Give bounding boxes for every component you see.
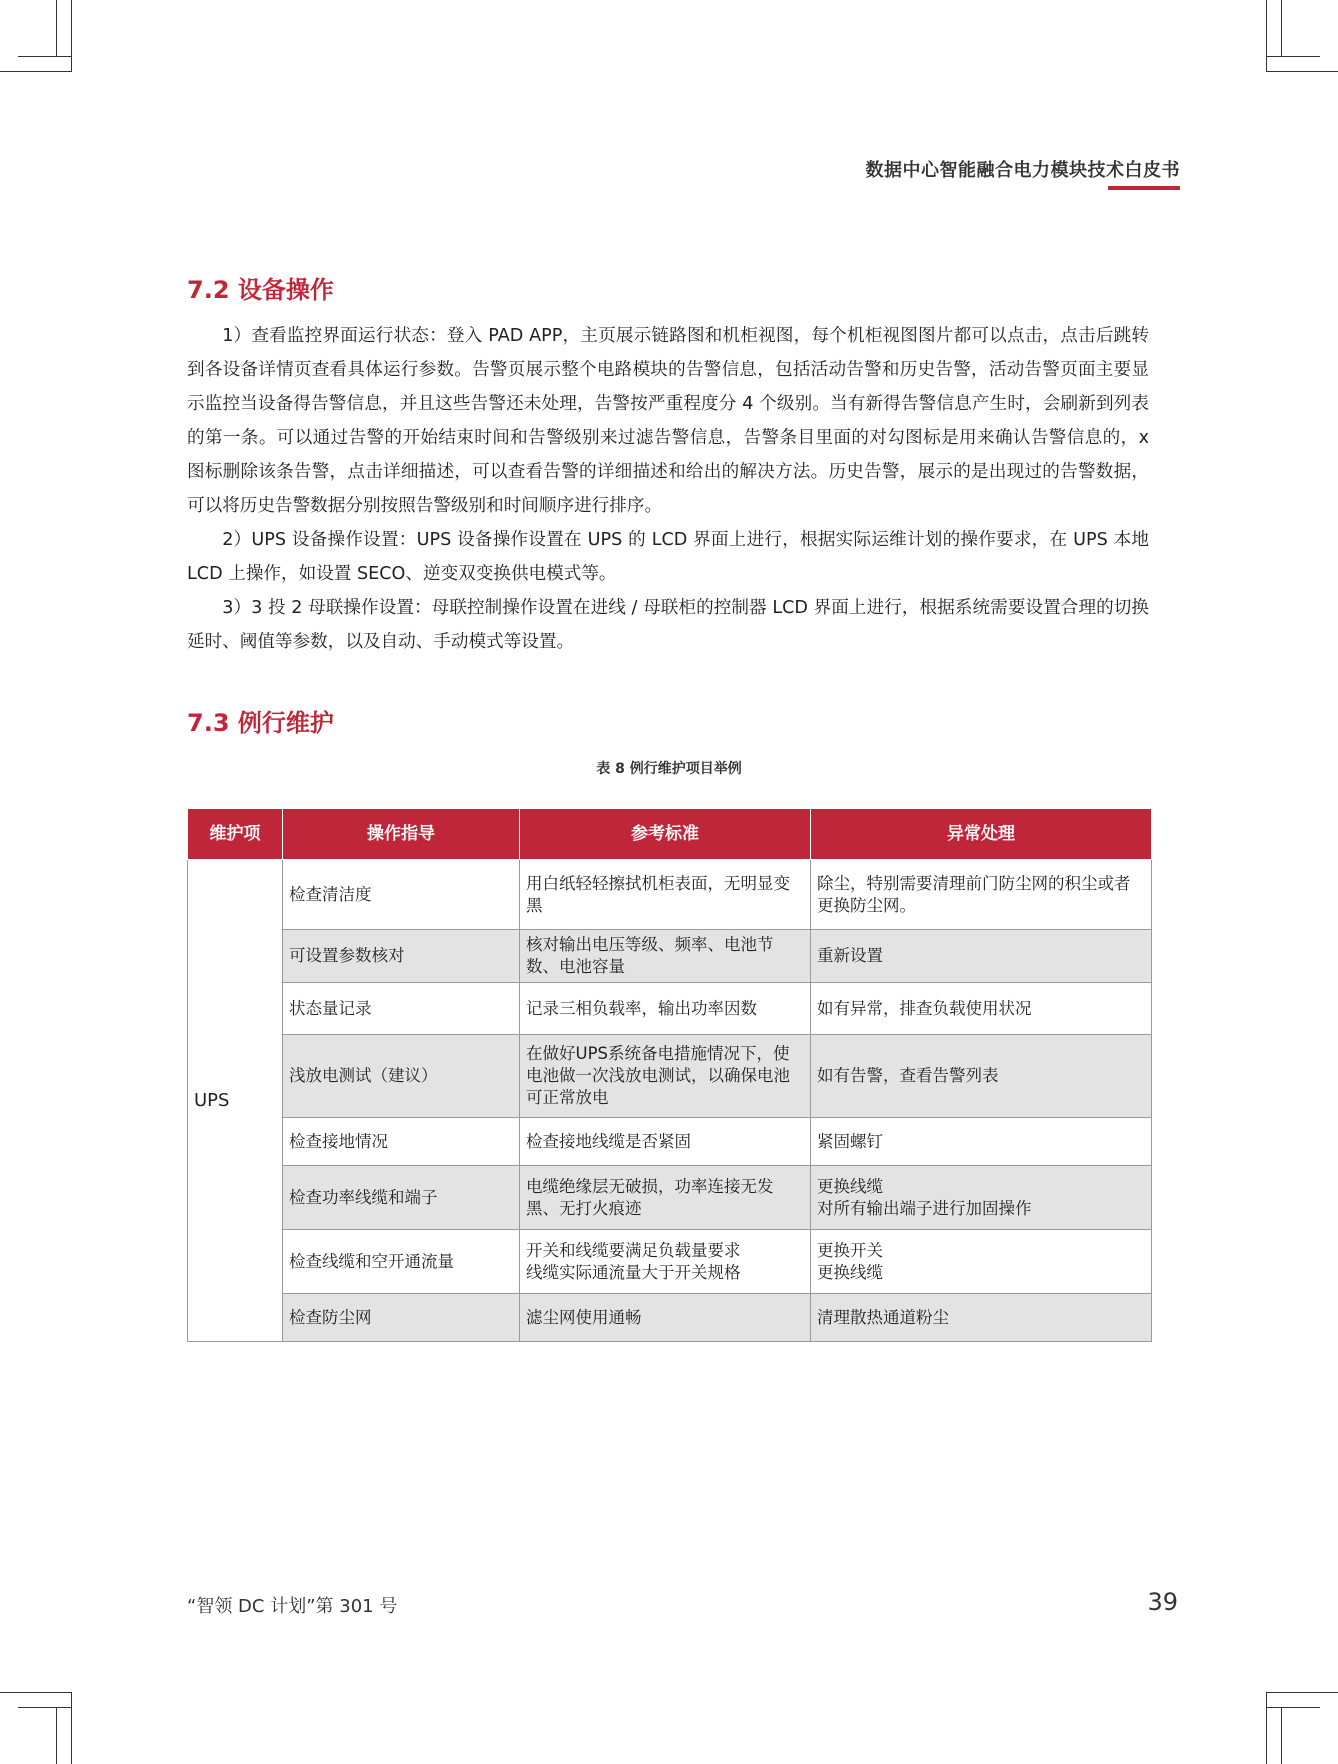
page-number: 39: [1147, 1588, 1178, 1616]
running-header-title: 数据中心智能融合电力模块技术白皮书: [865, 160, 1180, 181]
guide-cell: 检查线缆和空开通流量: [283, 1230, 520, 1294]
guide-cell: 检查功率线缆和端子: [283, 1166, 520, 1230]
standard-cell: 电缆绝缘层无破损，功率连接无发黑、无打火痕迹: [520, 1166, 811, 1230]
column-header-handling: 异常处理: [811, 809, 1152, 860]
handling-cell: 除尘，特别需要清理前门防尘网的积尘或者更换防尘网。: [811, 860, 1152, 930]
column-header-guide: 操作指导: [283, 809, 520, 860]
guide-cell: 状态量记录: [283, 983, 520, 1035]
handling-cell: 清理散热通道粉尘: [811, 1294, 1152, 1342]
maintenance-table: [187, 808, 1152, 1342]
table-row: [188, 1035, 1152, 1118]
handling-cell: 更换线缆 对所有输出端子进行加固操作: [811, 1166, 1152, 1230]
handling-cell: 更换开关 更换线缆: [811, 1230, 1152, 1294]
guide-cell: 检查防尘网: [283, 1294, 520, 1342]
table-row: [188, 983, 1152, 1035]
standard-cell: 在做好UPS系统备电措施情况下，使电池做一次浅放电测试，以确保电池可正常放电: [520, 1035, 811, 1118]
standard-cell: 检查接地线缆是否紧固: [520, 1118, 811, 1166]
table-row: [188, 930, 1152, 983]
table-row: [188, 1230, 1152, 1294]
table-row: [188, 1166, 1152, 1230]
guide-cell: 可设置参数核对: [283, 930, 520, 983]
table-header-row: [188, 809, 1152, 860]
standard-cell: 开关和线缆要满足负载量要求 线缆实际通流量大于开关规格: [520, 1230, 811, 1294]
standard-cell: 核对输出电压等级、频率、电池节数、电池容量: [520, 930, 811, 983]
header-accent-rule: [1108, 186, 1180, 190]
paragraph-monitoring: 1）查看监控界面运行状态：登入 PAD APP，主页展示链路图和机柜视图，每个机柜视图图片都可以点击，点击后跳转到各设备详情页查看具体运行参数。告警页展示整个电路模块的告警信息，包括活动告警和历史告警，活动告警页面主要显示监控当设备得告警信息，并且这些告警还未处理，告警按严重程度分 4 个级别。当有新得告警信息产生时，会刷新到列表的第一条。可以通过告警的开始结束时间和告警级别来过滤告警信息，告警条目里面的对勾图标是用来确认告警信息的，x 图标删除该条告警，点击详细描述，可以查看告警的详细描述和给出的解决方法。历史告警，展示的是出现过的告警数据，可以将历史告警数据分别按照告警级别和时间顺序进行排序。: [187, 326, 1149, 516]
guide-cell: 浅放电测试（建议）: [283, 1035, 520, 1118]
standard-cell: 记录三相负载率，输出功率因数: [520, 983, 811, 1035]
paragraph-ups-settings: 2）UPS 设备操作设置：UPS 设备操作设置在 UPS 的 LCD 界面上进行，根据实际运维计划的操作要求，在 UPS 本地 LCD 上操作，如设置 SECO、逆变双变换供电模式等。: [187, 530, 1149, 584]
table-caption: 表 8 例行维护项目举例: [596, 761, 742, 777]
guide-cell: 检查清洁度: [283, 860, 520, 930]
section-7-2-body: [187, 319, 1149, 659]
standard-cell: 滤尘网使用通畅: [520, 1294, 811, 1342]
standard-cell: 用白纸轻轻擦拭机柜表面，无明显变黑: [520, 860, 811, 930]
table-row: [188, 860, 1152, 930]
section-heading-7-2: 7.2 设备操作: [187, 276, 334, 304]
guide-cell: 检查接地情况: [283, 1118, 520, 1166]
category-cell: UPS: [188, 860, 283, 1342]
table-row: [188, 1294, 1152, 1342]
footer-publication: “智领 DC 计划”第 301 号: [187, 1596, 398, 1617]
paragraph-bus-tie-settings: 3）3 投 2 母联操作设置：母联控制操作设置在进线 / 母联柜的控制器 LCD 界面上进行，根据系统需要设置合理的切换延时、阈值等参数，以及自动、手动模式等设置。: [187, 598, 1149, 652]
handling-cell: 重新设置: [811, 930, 1152, 983]
column-header-item: 维护项: [188, 809, 283, 860]
handling-cell: 紧固螺钉: [811, 1118, 1152, 1166]
column-header-standard: 参考标准: [520, 809, 811, 860]
table-row: [188, 1118, 1152, 1166]
handling-cell: 如有异常，排查负载使用状况: [811, 983, 1152, 1035]
handling-cell: 如有告警，查看告警列表: [811, 1035, 1152, 1118]
section-heading-7-3: 7.3 例行维护: [187, 709, 334, 737]
